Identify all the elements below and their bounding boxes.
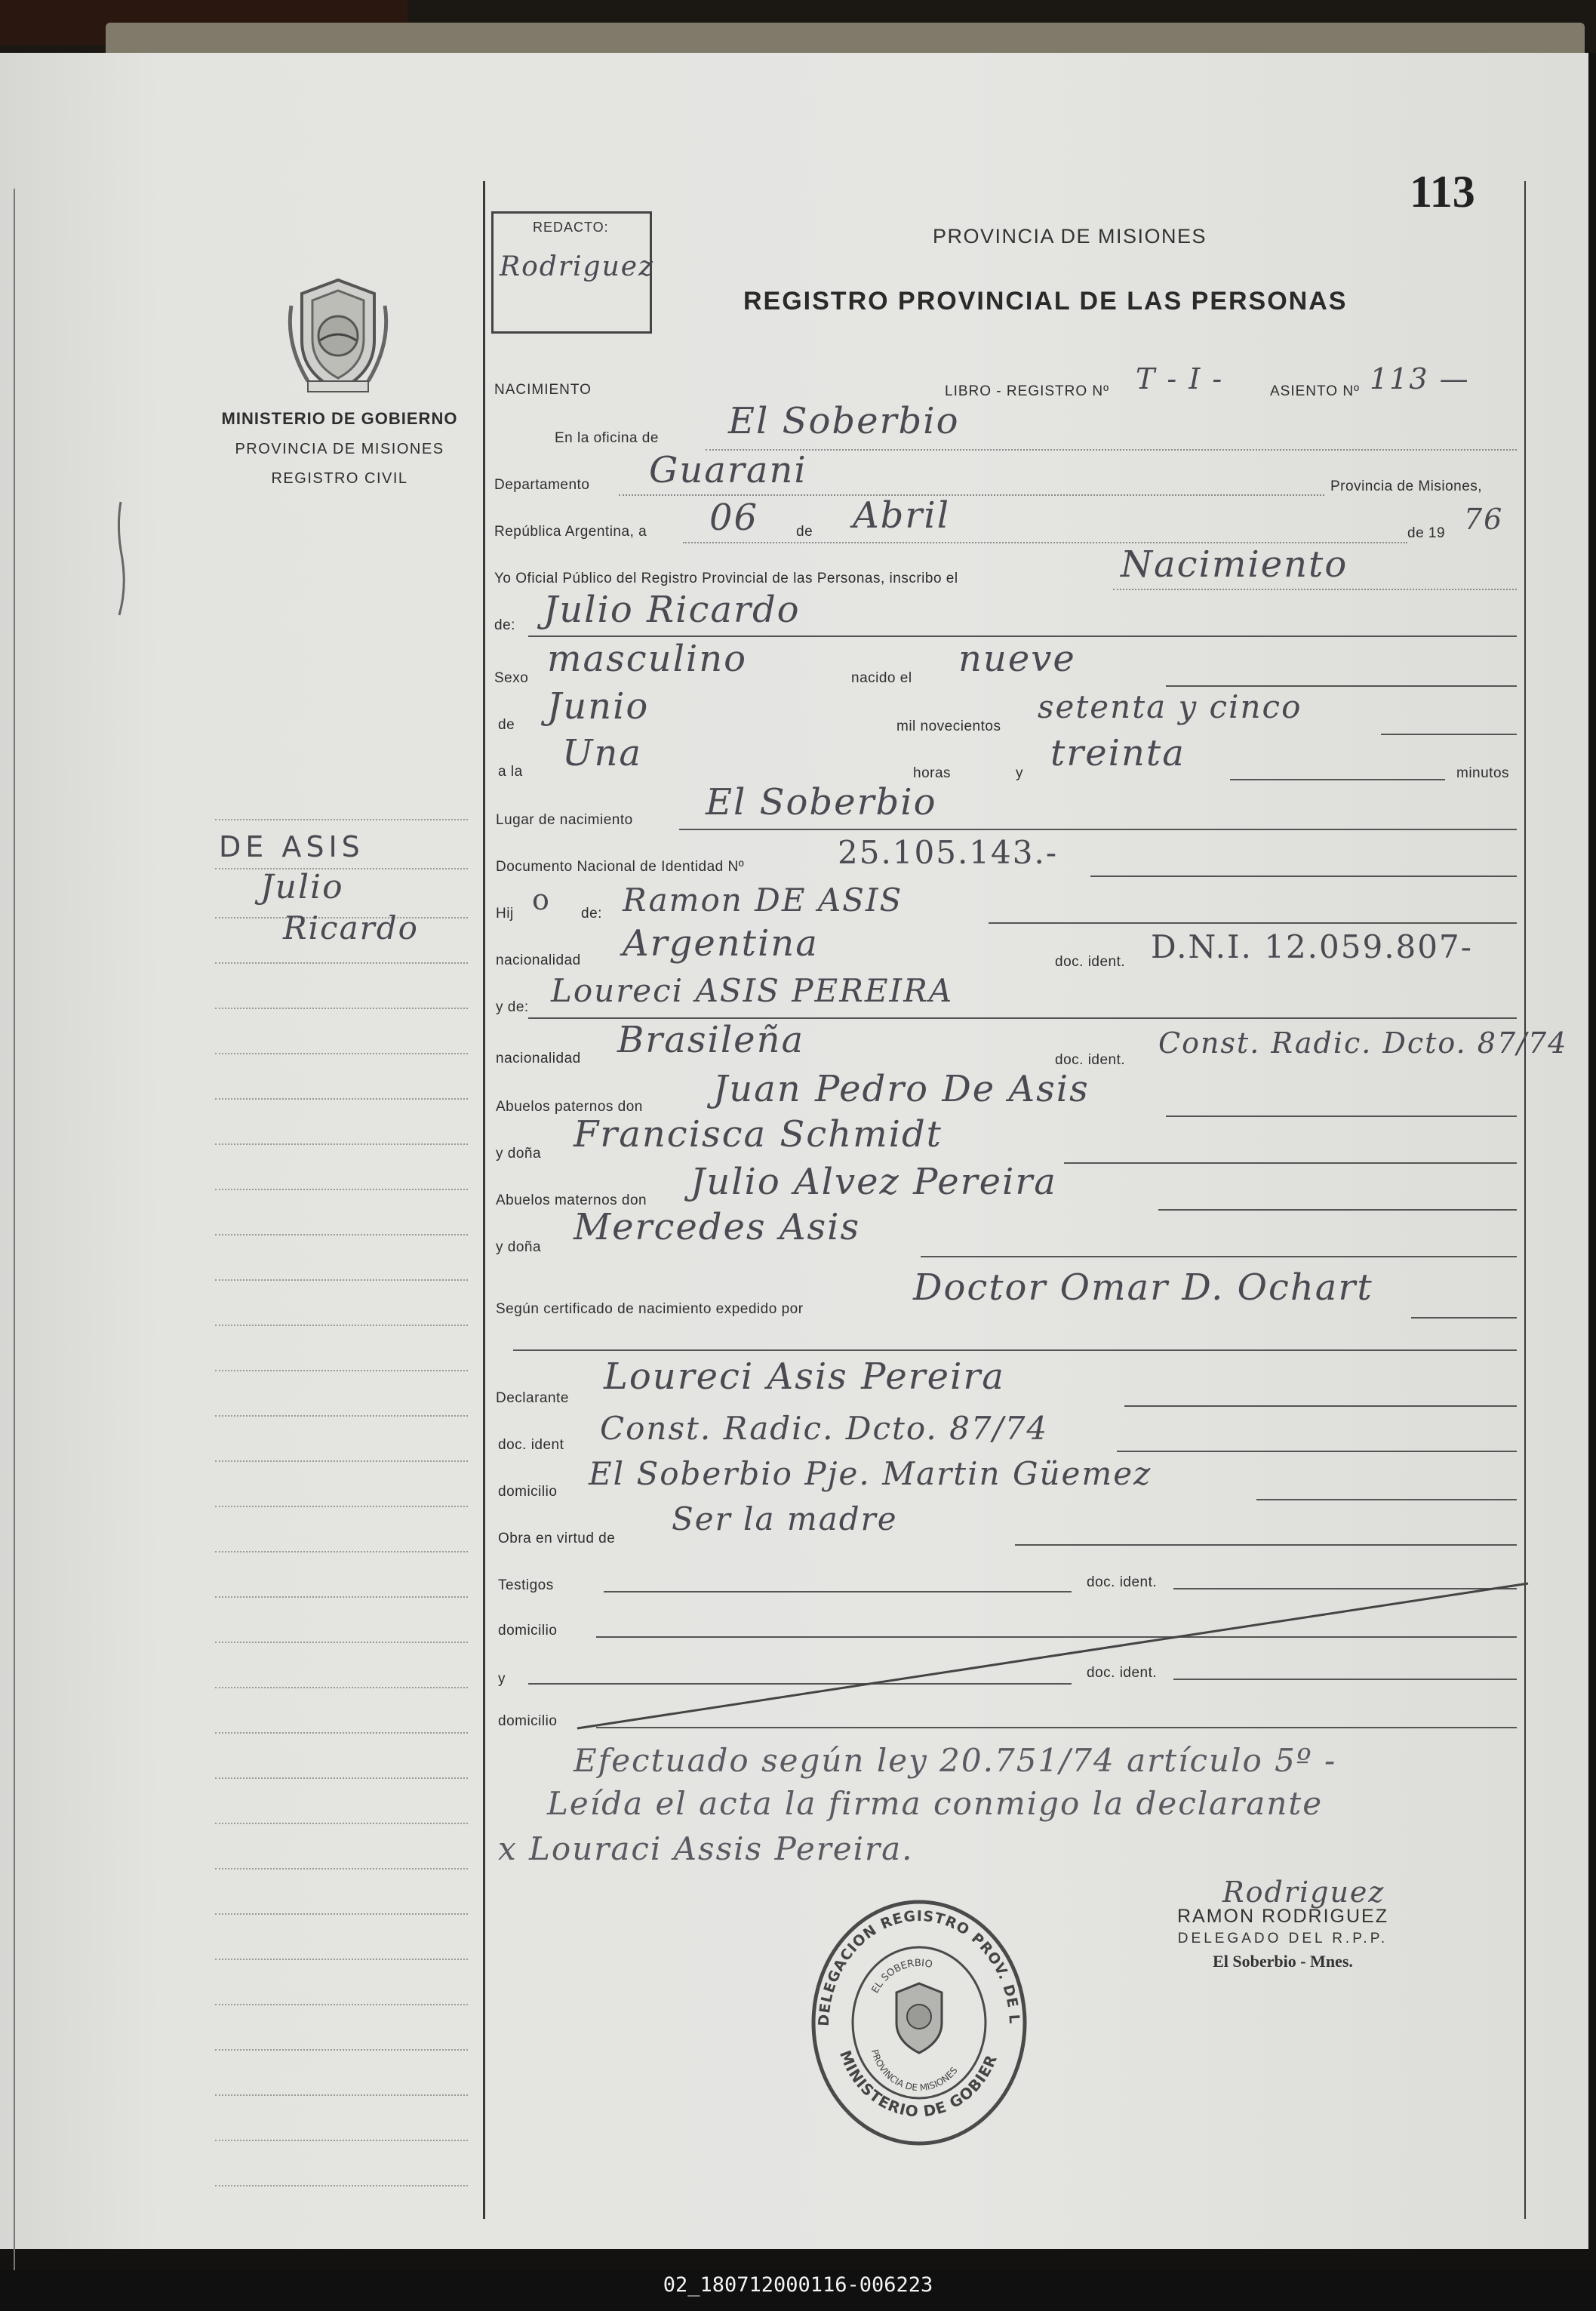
- domicilio-line: [1256, 1499, 1517, 1500]
- padre-nac-value: Argentina: [623, 922, 819, 965]
- padre-nac-label: nacionalidad: [496, 952, 581, 968]
- year-value: 76: [1464, 503, 1504, 536]
- oficina-value: El Soberbio: [728, 400, 960, 442]
- note-line-1: Efectuado según ley 20.751/74 artículo 5º -: [574, 1742, 1337, 1779]
- signature-name: RAMON RODRIGUEZ: [1177, 1906, 1388, 1927]
- anio-line: [1381, 734, 1517, 735]
- libro-value: T - I -: [1136, 362, 1224, 395]
- coat-of-arms-seal: [285, 275, 391, 400]
- redacto-label: REDACTO:: [533, 220, 609, 235]
- libro-label: LIBRO - REGISTRO Nº: [945, 383, 1110, 399]
- testigos-label: Testigos: [498, 1577, 554, 1593]
- registry-header: REGISTRO PROVINCIAL DE LAS PERSONAS: [743, 287, 1348, 315]
- register-page: [0, 53, 1588, 2249]
- madre-doc-value: Const. Radic. Dcto. 87/74: [1158, 1026, 1568, 1060]
- sexo-value: masculino: [547, 638, 748, 680]
- day-de-label: de: [796, 524, 813, 540]
- certificado-label: Según certificado de nacimiento expedido por: [496, 1301, 804, 1317]
- column-divider-rule: [483, 181, 485, 2219]
- abuela-pat-line: [1064, 1162, 1517, 1164]
- year-label: de 19: [1407, 525, 1446, 541]
- ministry-province: PROVINCIA DE MISIONES: [235, 441, 444, 457]
- decl-doc-value: Const. Radic. Dcto. 87/74: [600, 1410, 1049, 1447]
- oficial-label: Yo Oficial Público del Registro Provincial de las Personas, inscribo el: [494, 571, 958, 586]
- oficina-label: En la oficina de: [555, 430, 659, 446]
- nombre-value: Julio Ricardo: [543, 589, 801, 631]
- certificado-value: Doctor Omar D. Ochart: [913, 1266, 1373, 1309]
- minutos-value: treinta: [1050, 732, 1185, 774]
- note-line-3: x Louraci Assis Pereira.: [498, 1830, 914, 1867]
- left-page-rule: [14, 189, 15, 2287]
- sexo-label: Sexo: [494, 670, 529, 686]
- anio-nac-value: setenta y cinco: [1038, 688, 1302, 725]
- abuela-mat-label: y doña: [496, 1239, 542, 1255]
- testigo2-doc-label: doc. ident.: [1087, 1665, 1158, 1681]
- departamento-label: Departamento: [494, 477, 590, 493]
- provincia-label: Provincia de Misiones,: [1330, 479, 1483, 494]
- month-value: Abril: [853, 494, 951, 537]
- domicilio-label: domicilio: [498, 1484, 558, 1500]
- domicilio2-label: domicilio: [498, 1623, 558, 1639]
- departamento-value: Guarani: [649, 449, 807, 491]
- image-caption: 02_180712000116-006223: [663, 2273, 933, 2297]
- decl-doc-line: [1117, 1451, 1517, 1452]
- lugar-value: El Soberbio: [706, 781, 937, 823]
- certificado-line: [1411, 1317, 1517, 1319]
- horas-label: horas: [913, 765, 952, 781]
- nacido-value: nueve: [958, 638, 1076, 680]
- signature-place: El Soberbio - Mnes.: [1213, 1952, 1353, 1971]
- lugar-line: [679, 829, 1517, 830]
- ministry-title: MINISTERIO DE GOBIERNO: [221, 409, 458, 428]
- padre-doc-value: D.N.I. 12.059.807-: [1151, 928, 1473, 965]
- y-label: y: [1016, 765, 1023, 781]
- abuelo-pat-value: Juan Pedro De Asis: [713, 1068, 1090, 1110]
- official-stamp: [806, 1894, 1032, 2155]
- domicilio3-label: domicilio: [498, 1713, 558, 1729]
- hijo-label: Hij: [496, 906, 514, 922]
- abuela-mat-line: [921, 1256, 1517, 1257]
- abuela-mat-value: Mercedes Asis: [574, 1206, 861, 1248]
- padre-line: [989, 922, 1517, 924]
- documento-value: 25.105.143.-: [838, 834, 1059, 871]
- asiento-value: 113 —: [1370, 362, 1470, 395]
- nacido-label: nacido el: [851, 670, 912, 686]
- declarante-value: Loureci Asis Pereira: [604, 1356, 1005, 1398]
- madre-label: y de:: [496, 999, 529, 1015]
- alas-label: a la: [498, 764, 523, 780]
- page-number: 113: [1410, 167, 1475, 217]
- note-line-2: Leída el acta la firma conmigo la declarante: [547, 1785, 1324, 1822]
- testigos-doc-label: doc. ident.: [1087, 1574, 1158, 1590]
- republica-label: República Argentina, a: [494, 524, 647, 540]
- abuelo-mat-line: [1158, 1209, 1517, 1211]
- signature-role: DELEGADO DEL R.P.P.: [1177, 1931, 1388, 1946]
- asiento-label: ASIENTO Nº: [1270, 383, 1360, 399]
- stamp-ministry-text: MINISTERIO DE GOBIER: [835, 2048, 1001, 2121]
- hijo-suffix: o: [532, 883, 551, 916]
- obra-value: Ser la madre: [672, 1500, 898, 1537]
- madre-value: Loureci ASIS PEREIRA: [551, 972, 954, 1009]
- certificado-line-2: [513, 1349, 1517, 1351]
- ministry-block: [219, 409, 460, 488]
- abuela-pat-label: y doña: [496, 1146, 542, 1162]
- witness-strike-line: [574, 1577, 1532, 1736]
- y2-label: y: [498, 1671, 506, 1687]
- abuelo-mat-value: Julio Alvez Pereira: [690, 1161, 1057, 1203]
- stamp-inner-bottom: PROVINCIA DE MISIONES: [869, 2048, 960, 2094]
- documento-label: Documento Nacional de Identidad Nº: [496, 859, 745, 875]
- abuelo-pat-line: [1166, 1115, 1517, 1117]
- abuelos-pat-label: Abuelos paternos don: [496, 1099, 643, 1115]
- departamento-line: [619, 494, 1324, 496]
- day-value: 06: [709, 497, 759, 539]
- padre-value: Ramon DE ASIS: [623, 882, 903, 919]
- signature-block: [1177, 1906, 1388, 1971]
- stamp-inner-top: EL SOBERBIO: [869, 1957, 934, 1996]
- oficina-line: [706, 449, 1517, 451]
- abuelos-mat-label: Abuelos maternos don: [496, 1192, 647, 1208]
- decl-doc-label: doc. ident: [498, 1437, 564, 1453]
- margin-surname: DE ASIS: [219, 830, 364, 863]
- padre-doc-label: doc. ident.: [1055, 954, 1126, 970]
- declarante-line: [1124, 1405, 1517, 1407]
- obra-line: [1015, 1544, 1517, 1546]
- right-margin-rule: [1524, 181, 1526, 2219]
- margin-binding-mark: [106, 498, 136, 619]
- hora-value: Una: [562, 732, 642, 774]
- madre-doc-label: doc. ident.: [1055, 1052, 1126, 1068]
- nombre-line: [528, 635, 1517, 637]
- madre-nac-label: nacionalidad: [496, 1051, 581, 1066]
- declarante-label: Declarante: [496, 1390, 569, 1406]
- redacto-signature: Rodriguez: [500, 251, 655, 282]
- minutos-label: minutos: [1456, 765, 1510, 781]
- redacto-box: [491, 211, 655, 334]
- minutos-line: [1230, 779, 1445, 780]
- documento-line: [1090, 875, 1517, 877]
- nacido-line: [1166, 685, 1517, 687]
- margin-given-name-1: Julio: [260, 868, 344, 906]
- mes-de-label: de: [498, 717, 515, 733]
- de-nombre-label: de:: [494, 617, 515, 633]
- lugar-label: Lugar de nacimiento: [496, 812, 633, 828]
- margin-given-name-2: Ricardo: [283, 909, 419, 946]
- stamp-outer-text: DELEGACION REGISTRO PROV. DE L: [815, 1907, 1023, 2027]
- mil-label: mil novecientos: [896, 719, 1001, 734]
- oficial-line: [1113, 589, 1517, 590]
- hijo-de-label: de:: [581, 906, 602, 922]
- obra-label: Obra en virtud de: [498, 1531, 616, 1546]
- act-type-label: NACIMIENTO: [494, 382, 592, 398]
- abuela-pat-value: Francisca Schmidt: [574, 1113, 943, 1156]
- madre-nac-value: Brasileña: [617, 1019, 805, 1061]
- handwritten-signature: Rodriguez: [1222, 1876, 1385, 1909]
- book-cover-edge: [106, 23, 1585, 53]
- province-header: PROVINCIA DE MISIONES: [933, 225, 1207, 248]
- domicilio-value: El Soberbio Pje. Martin Güemez: [589, 1455, 1152, 1492]
- mes-nac-value: Junio: [547, 685, 650, 728]
- oficial-value: Nacimiento: [1121, 543, 1348, 586]
- ministry-registry: REGISTRO CIVIL: [271, 470, 408, 487]
